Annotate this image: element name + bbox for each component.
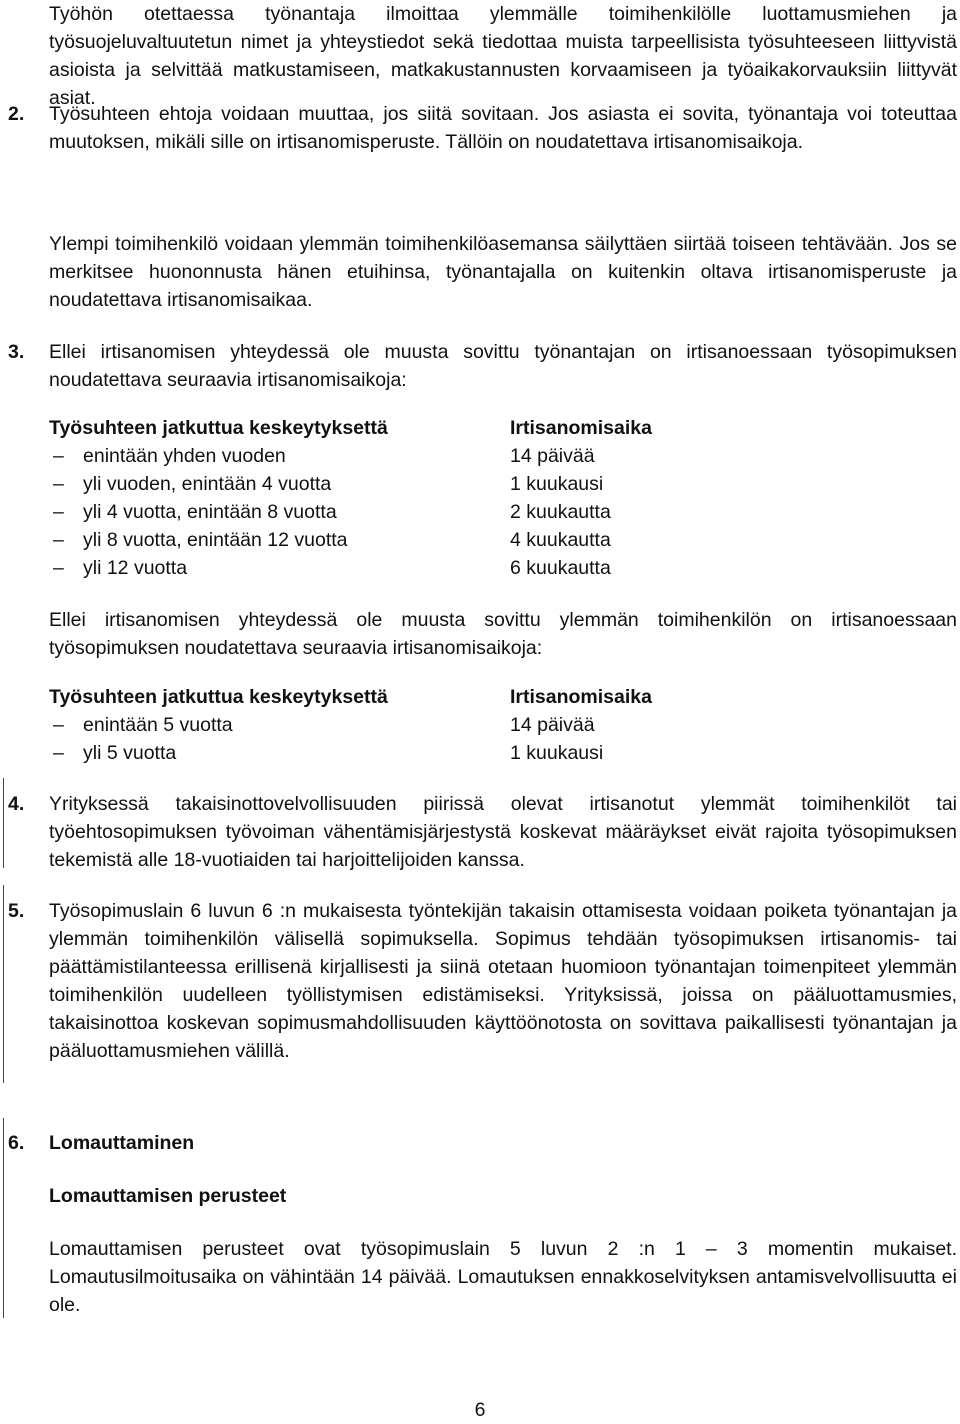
duration-cell: enintään yhden vuoden bbox=[83, 445, 286, 467]
table-row bbox=[49, 498, 929, 526]
dash-bullet: – bbox=[53, 529, 64, 551]
column-header-period: Irtisanomisaika bbox=[510, 686, 652, 708]
table-row bbox=[49, 526, 929, 554]
duration-cell: yli vuoden, enintään 4 vuotta bbox=[83, 473, 332, 495]
table-row bbox=[49, 711, 929, 739]
table-row bbox=[49, 470, 929, 498]
dash-bullet: – bbox=[53, 501, 64, 523]
section-3-number: 3. bbox=[8, 341, 25, 363]
duration-cell: yli 4 vuotta, enintään 8 vuotta bbox=[83, 501, 337, 523]
duration-cell: enintään 5 vuotta bbox=[83, 714, 233, 736]
table-header bbox=[49, 683, 929, 711]
paragraph-transfer: Ylempi toimihenkilö voidaan ylemmän toimihenkilöasemansa säilyttäen siirtää toiseen tehtävään. Jos se merkitsee huononnusta hänen etuihinsa, työnantajalla on kuitenkin oltava irtisanomisperuste ja noudatettava irtisanomisaikaa. bbox=[49, 233, 957, 311]
period-cell: 14 päivää bbox=[510, 445, 595, 467]
table-row bbox=[49, 554, 929, 582]
period-cell: 4 kuukautta bbox=[510, 529, 611, 551]
table-row bbox=[49, 739, 929, 767]
change-bar bbox=[3, 1118, 4, 1318]
period-cell: 1 kuukausi bbox=[510, 742, 604, 764]
change-bar bbox=[3, 885, 4, 1083]
paragraph-layoff-grounds: Lomauttamisen perusteet ovat työsopimuslain 5 luvun 2 :n 1 – 3 momentin mukaiset. Lomautusilmoitusaika on vähintään 14 päivää. Lomautuksen ennakkoselvityksen antamisvelvollisuutta ei ole. bbox=[49, 1238, 957, 1316]
section-2-number: 2. bbox=[8, 103, 25, 125]
section-title: Lomauttaminen bbox=[49, 1132, 195, 1154]
paragraph-notice-intro: Ellei irtisanomisen yhteydessä ole muusta sovittu työnantajan on irtisanoessaan työsopimuksen noudatettava seuraavia irtisanomisaikoja: bbox=[49, 341, 957, 391]
dash-bullet: – bbox=[53, 557, 64, 579]
page-number: 6 bbox=[474, 1399, 486, 1421]
table-row bbox=[49, 442, 929, 470]
column-header-period: Irtisanomisaika bbox=[510, 417, 652, 439]
section-6-number: 6. bbox=[8, 1132, 25, 1154]
dash-bullet: – bbox=[53, 445, 64, 467]
column-header-duration: Työsuhteen jatkuttua keskeytyksettä bbox=[49, 686, 388, 708]
paragraph-reemployment-restriction: Yrityksessä takaisinottovelvollisuuden piirissä olevat irtisanotut ylemmät toimihenkilöt tai työehtosopimuksen työvoiman vähentämisjärjestystä koskevat määräykset eivät rajoita työsopimuksen tekemistä alle 18-vuotiaiden tai harjoittelijoiden kanssa. bbox=[49, 793, 957, 871]
section-4-number: 4. bbox=[8, 793, 25, 815]
period-cell: 14 päivää bbox=[510, 714, 595, 736]
dash-bullet: – bbox=[53, 742, 64, 764]
section-5-number: 5. bbox=[8, 900, 25, 922]
period-cell: 1 kuukausi bbox=[510, 473, 604, 495]
duration-cell: yli 5 vuotta bbox=[83, 742, 177, 764]
change-bar bbox=[3, 778, 4, 868]
paragraph-notice-intro-employee: Ellei irtisanomisen yhteydessä ole muusta sovittu ylemmän toimihenkilön on irtisanoessaan työsopimuksen noudatettava seuraavia irtisanomisaikoja: bbox=[49, 609, 957, 659]
subsection-title: Lomauttamisen perusteet bbox=[49, 1185, 287, 1207]
table-header bbox=[49, 414, 929, 442]
duration-cell: yli 12 vuotta bbox=[83, 557, 188, 579]
period-cell: 6 kuukautta bbox=[510, 557, 611, 579]
paragraph-reemployment-agreement: Työsopimuslain 6 luvun 6 :n mukaisesta työntekijän takaisin ottamisesta voidaan poiketa työnantajan ja ylemmän toimihenkilön välisellä sopimuksella. Sopimus tehdään työsopimuksen irtisanomis- tai päättämistilanteessa erillisenä kirjallisesti ja siinä otetaan huomioon työnantajan toimenpiteet ylemmän toimihenkilön uudelleen työllistymisen edistämiseksi. Yrityksissä, joissa on pääluottamusmies, takaisinottoa koskevan sopimusmahdollisuuden käyttöönotosta on sovittava paikallisesti työnantajan ja pääluottamusmiehen välillä. bbox=[49, 900, 957, 1062]
duration-cell: yli 8 vuotta, enintään 12 vuotta bbox=[83, 529, 348, 551]
column-header-duration: Työsuhteen jatkuttua keskeytyksettä bbox=[49, 417, 388, 439]
dash-bullet: – bbox=[53, 473, 64, 495]
paragraph-employment-notice: Työhön otettaessa työnantaja ilmoittaa ylemmälle toimihenkilölle luottamusmiehen ja työsuojeluvaltuutetun nimet ja yhteystiedot sekä tiedottaa muista tarpeellisista työsuhteeseen liittyvistä asioista ja selvittää matkustamiseen, matkakustannusten korvaamiseen ja työaikakorvauksiin liittyvät asiat. bbox=[49, 3, 957, 109]
paragraph-terms-change: Työsuhteen ehtoja voidaan muuttaa, jos siitä sovitaan. Jos asiasta ei sovita, työnantaja voi toteuttaa muutoksen, mikäli sille on irtisanomisperuste. Tällöin on noudatettava irtisanomisaikoja. bbox=[49, 103, 957, 153]
period-cell: 2 kuukautta bbox=[510, 501, 611, 523]
dash-bullet: – bbox=[53, 714, 64, 736]
